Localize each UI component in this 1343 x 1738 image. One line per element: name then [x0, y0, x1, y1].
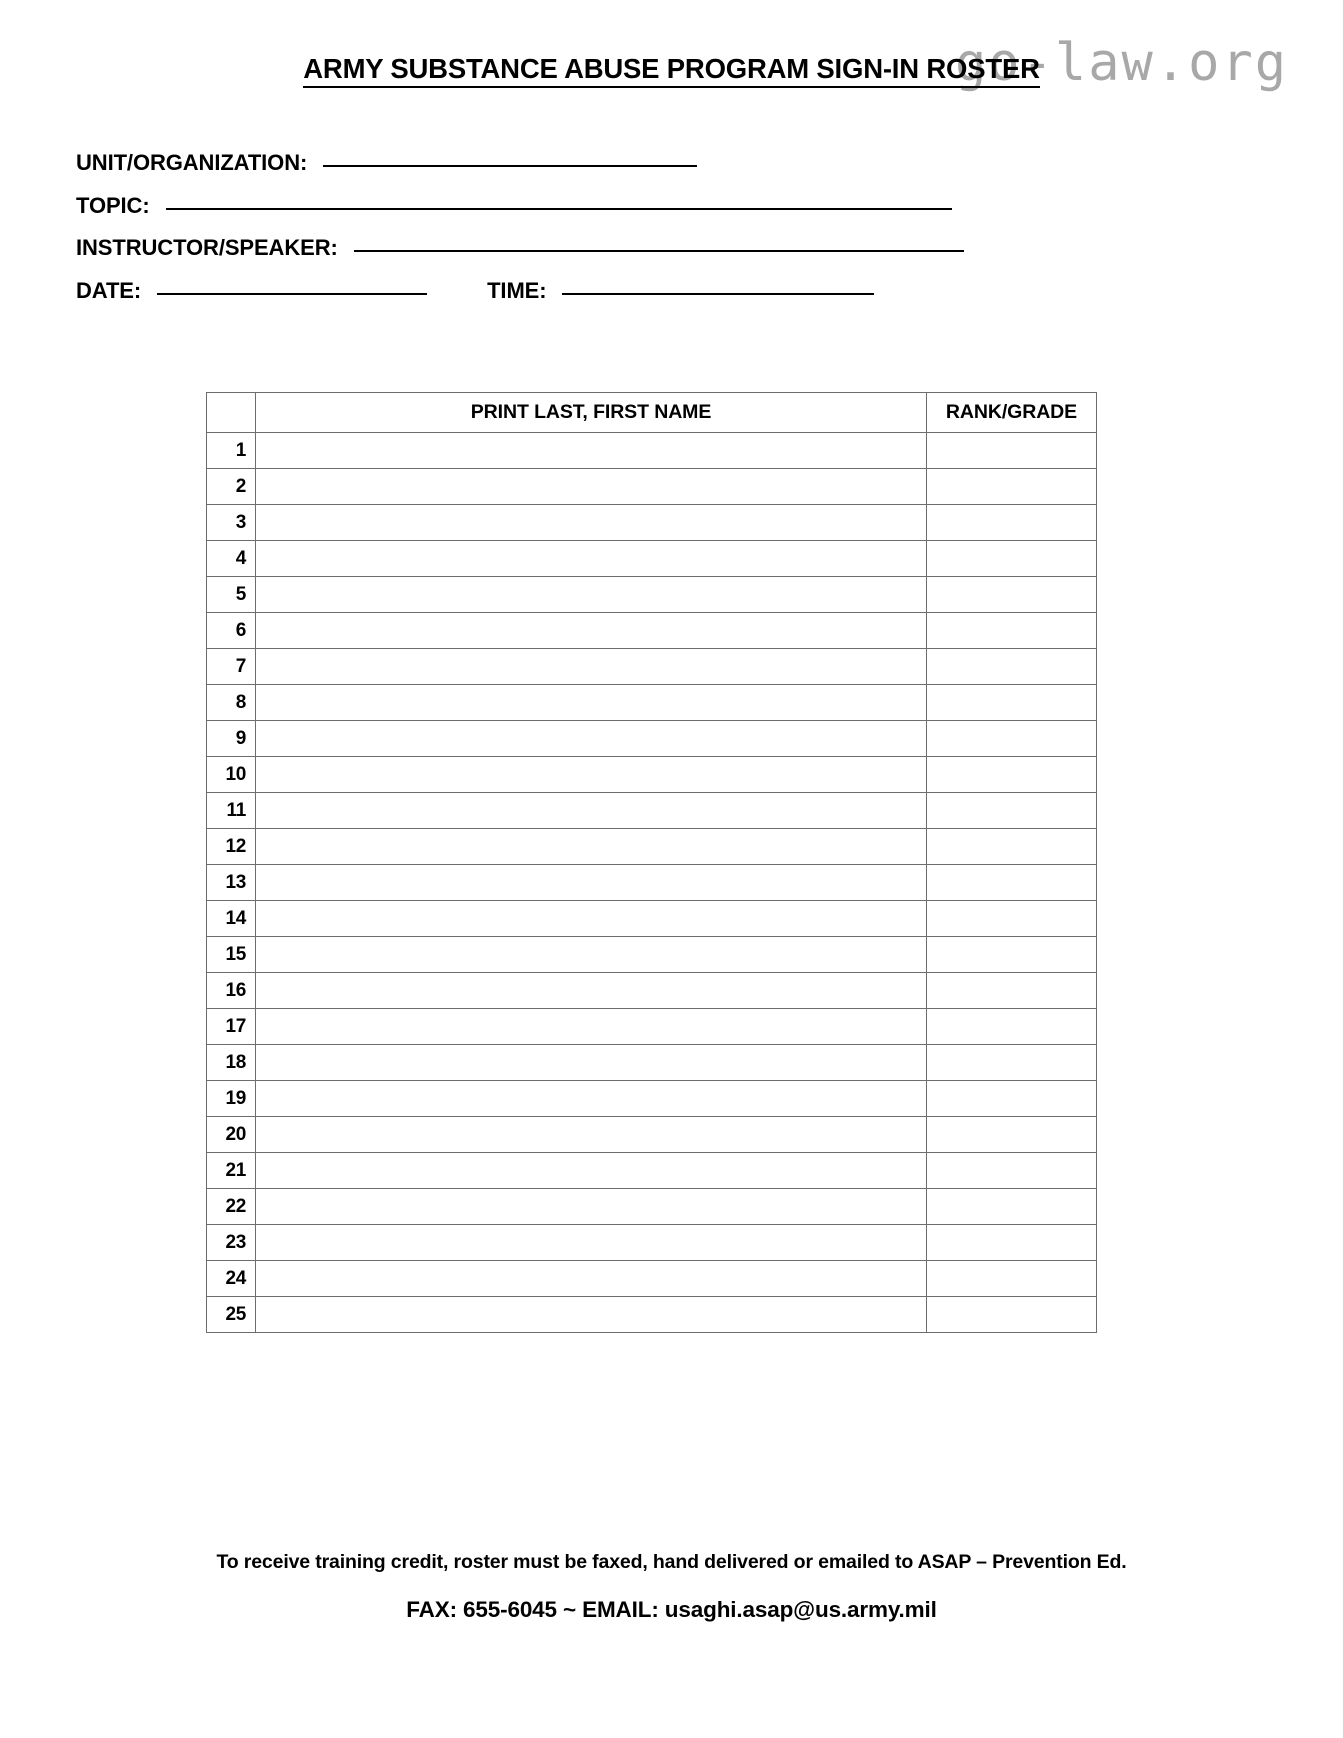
table-row [207, 829, 1097, 865]
date-label: DATE: [76, 277, 142, 303]
name-entry-cell[interactable] [256, 901, 927, 937]
name-entry-cell[interactable] [256, 541, 927, 577]
instructor-speaker-label: INSTRUCTOR/SPEAKER: [76, 235, 338, 260]
topic-label: TOPIC: [76, 192, 150, 218]
row-number-cell: 4 [207, 541, 256, 577]
rank-grade-entry-cell[interactable] [927, 577, 1097, 613]
time-label: TIME: [487, 277, 547, 303]
table-row [207, 937, 1097, 973]
roster-table [206, 392, 1097, 1333]
rank-grade-entry-cell[interactable] [927, 757, 1097, 793]
name-entry-cell[interactable] [256, 1261, 927, 1297]
rank-grade-entry-cell[interactable] [927, 1261, 1097, 1297]
column-header-rank-grade: RANK/GRADE [927, 393, 1097, 433]
rank-grade-entry-cell[interactable] [927, 469, 1097, 505]
table-row [207, 865, 1097, 901]
rank-grade-entry-cell[interactable] [927, 1117, 1097, 1153]
rank-grade-entry-cell[interactable] [927, 1081, 1097, 1117]
table-row [207, 721, 1097, 757]
row-number-cell: 25 [207, 1297, 256, 1333]
field-row-date-time [76, 278, 1256, 304]
table-row [207, 577, 1097, 613]
table-row [207, 433, 1097, 469]
rank-grade-entry-cell[interactable] [927, 505, 1097, 541]
column-header-number [207, 393, 256, 433]
table-row [207, 757, 1097, 793]
name-entry-cell[interactable] [256, 649, 927, 685]
table-row [207, 1009, 1097, 1045]
name-entry-cell[interactable] [256, 793, 927, 829]
instructor-speaker-input[interactable] [354, 250, 964, 252]
name-entry-cell[interactable] [256, 1009, 927, 1045]
rank-grade-entry-cell[interactable] [927, 1045, 1097, 1081]
name-entry-cell[interactable] [256, 1045, 927, 1081]
field-row-topic [76, 193, 1256, 219]
rank-grade-entry-cell[interactable] [927, 901, 1097, 937]
time-input[interactable] [562, 293, 874, 295]
roster-table-body [207, 433, 1097, 1333]
name-entry-cell[interactable] [256, 757, 927, 793]
row-number-cell: 5 [207, 577, 256, 613]
row-number-cell: 18 [207, 1045, 256, 1081]
name-entry-cell[interactable] [256, 1297, 927, 1333]
name-entry-cell[interactable] [256, 685, 927, 721]
table-row [207, 541, 1097, 577]
topic-input[interactable] [166, 208, 952, 210]
rank-grade-entry-cell[interactable] [927, 793, 1097, 829]
row-number-cell: 6 [207, 613, 256, 649]
rank-grade-entry-cell[interactable] [927, 1225, 1097, 1261]
table-row [207, 649, 1097, 685]
table-row [207, 793, 1097, 829]
field-row-unit-organization [76, 150, 1256, 176]
unit-organization-input[interactable] [323, 165, 697, 167]
name-entry-cell[interactable] [256, 577, 927, 613]
rank-grade-entry-cell[interactable] [927, 1153, 1097, 1189]
row-number-cell: 12 [207, 829, 256, 865]
table-row [207, 1297, 1097, 1333]
row-number-cell: 15 [207, 937, 256, 973]
table-row [207, 1045, 1097, 1081]
row-number-cell: 8 [207, 685, 256, 721]
footer-contact-text: FAX: 655-6045 ~ EMAIL: usaghi.asap@us.army.mil [406, 1597, 937, 1622]
name-entry-cell[interactable] [256, 1153, 927, 1189]
table-row [207, 613, 1097, 649]
row-number-cell: 1 [207, 433, 256, 469]
rank-grade-entry-cell[interactable] [927, 613, 1097, 649]
row-number-cell: 3 [207, 505, 256, 541]
name-entry-cell[interactable] [256, 505, 927, 541]
rank-grade-entry-cell[interactable] [927, 829, 1097, 865]
name-entry-cell[interactable] [256, 433, 927, 469]
rank-grade-entry-cell[interactable] [927, 649, 1097, 685]
row-number-cell: 17 [207, 1009, 256, 1045]
table-row [207, 1261, 1097, 1297]
row-number-cell: 14 [207, 901, 256, 937]
row-number-cell: 7 [207, 649, 256, 685]
name-entry-cell[interactable] [256, 865, 927, 901]
rank-grade-entry-cell[interactable] [927, 1297, 1097, 1333]
table-row [207, 469, 1097, 505]
row-number-cell: 19 [207, 1081, 256, 1117]
form-fields-block [76, 150, 1256, 320]
table-row [207, 1117, 1097, 1153]
name-entry-cell[interactable] [256, 829, 927, 865]
name-entry-cell[interactable] [256, 1189, 927, 1225]
row-number-cell: 13 [207, 865, 256, 901]
rank-grade-entry-cell[interactable] [927, 721, 1097, 757]
table-row [207, 901, 1097, 937]
table-row [207, 1225, 1097, 1261]
page-title-container [0, 55, 1343, 88]
page-title: ARMY SUBSTANCE ABUSE PROGRAM SIGN-IN ROSTER [303, 55, 1040, 88]
table-header-row [207, 393, 1097, 433]
table-row [207, 505, 1097, 541]
name-entry-cell[interactable] [256, 973, 927, 1009]
rank-grade-entry-cell[interactable] [927, 1189, 1097, 1225]
row-number-cell: 21 [207, 1153, 256, 1189]
footer-block [0, 1551, 1343, 1623]
table-row [207, 685, 1097, 721]
row-number-cell: 24 [207, 1261, 256, 1297]
row-number-cell: 20 [207, 1117, 256, 1153]
unit-organization-label: UNIT/ORGANIZATION: [76, 150, 308, 175]
roster-table-container [206, 392, 1096, 1333]
name-entry-cell[interactable] [256, 613, 927, 649]
row-number-cell: 2 [207, 469, 256, 505]
column-header-name: PRINT LAST, FIRST NAME [256, 393, 927, 433]
rank-grade-entry-cell[interactable] [927, 685, 1097, 721]
rank-grade-entry-cell[interactable] [927, 433, 1097, 469]
name-entry-cell[interactable] [256, 721, 927, 757]
row-number-cell: 16 [207, 973, 256, 1009]
name-entry-cell[interactable] [256, 1081, 927, 1117]
watermark-text: go-law.org [955, 33, 1289, 93]
rank-grade-entry-cell[interactable] [927, 973, 1097, 1009]
table-row [207, 1153, 1097, 1189]
name-entry-cell[interactable] [256, 937, 927, 973]
footer-instruction-text: To receive training credit, roster must be faxed, hand delivered or emailed to ASAP – Prevention Ed. [216, 1551, 1127, 1573]
name-entry-cell[interactable] [256, 1225, 927, 1261]
table-row [207, 1081, 1097, 1117]
row-number-cell: 10 [207, 757, 256, 793]
table-row [207, 973, 1097, 1009]
rank-grade-entry-cell[interactable] [927, 1009, 1097, 1045]
table-row [207, 1189, 1097, 1225]
row-number-cell: 9 [207, 721, 256, 757]
name-entry-cell[interactable] [256, 1117, 927, 1153]
name-entry-cell[interactable] [256, 469, 927, 505]
rank-grade-entry-cell[interactable] [927, 937, 1097, 973]
rank-grade-entry-cell[interactable] [927, 541, 1097, 577]
roster-table-header [207, 393, 1097, 433]
date-input[interactable] [157, 293, 427, 295]
field-row-instructor-speaker [76, 235, 1256, 261]
row-number-cell: 22 [207, 1189, 256, 1225]
row-number-cell: 23 [207, 1225, 256, 1261]
row-number-cell: 11 [207, 793, 256, 829]
rank-grade-entry-cell[interactable] [927, 865, 1097, 901]
